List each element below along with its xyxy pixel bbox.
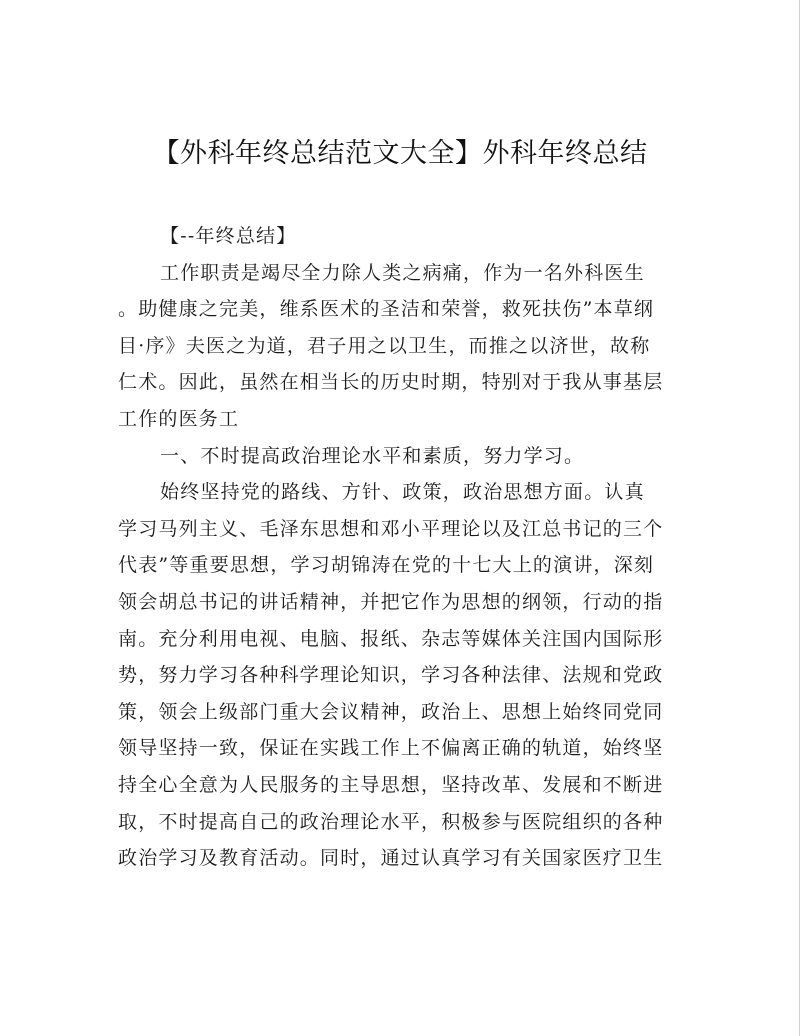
body-line: 南。充分利用电视、电脑、报纸、杂志等媒体关注国内国际形 xyxy=(118,627,664,650)
body-line: 目·序》夫医之为道，君子用之以卫生，而推之以济世，故称 xyxy=(118,334,651,357)
body-line: 政治学习及教育活动。同时，通过认真学习有关国家医疗卫生 xyxy=(118,847,664,870)
body-line: 始终坚持党的路线、方针、政策，政治思想方面。认真 xyxy=(160,481,645,504)
document-body xyxy=(118,218,684,877)
document-title: 【外科年终总结范文大全】外科年终总结 xyxy=(152,138,648,169)
body-line: 领导坚持一致，保证在实践工作上不偏离正确的轨道，始终坚 xyxy=(118,737,664,760)
body-line: 持全心全意为人民服务的主导思想，坚持改革、发展和不断进 xyxy=(118,773,664,796)
body-line: 。助健康之完美，维系医术的圣洁和荣誉，救死扶伤”本草纲 xyxy=(118,298,655,321)
body-line: 一、不时提高政治理论水平和素质，努力学习。 xyxy=(160,444,585,467)
body-line: 势，努力学习各种科学理论知识，学习各种法律、法规和党政 xyxy=(118,664,664,687)
body-line: 领会胡总书记的讲话精神，并把它作为思想的纲领，行动的指 xyxy=(118,590,664,613)
body-line: 工作职责是竭尽全力除人类之病痛，作为一名外科医生 xyxy=(160,261,645,284)
body-line: 策，领会上级部门重大会议精神，政治上、思想上始终同党同 xyxy=(118,700,664,723)
body-line: 【--年终总结】 xyxy=(160,225,297,247)
body-line: 仁术。因此，虽然在相当长的历史时期，特别对于我从事基层 xyxy=(118,371,664,394)
body-line: 代表”等重要思想，学习胡锦涛在党的十七大上的演讲，深刻 xyxy=(118,554,655,577)
body-line: 取，不时提高自己的政治理论水平，积极参与医院组织的各种 xyxy=(118,810,664,833)
body-line: 学习马列主义、毛泽东思想和邓小平理论以及江总书记的三个 xyxy=(118,517,664,540)
body-line: 工作的医务工 xyxy=(118,407,240,430)
